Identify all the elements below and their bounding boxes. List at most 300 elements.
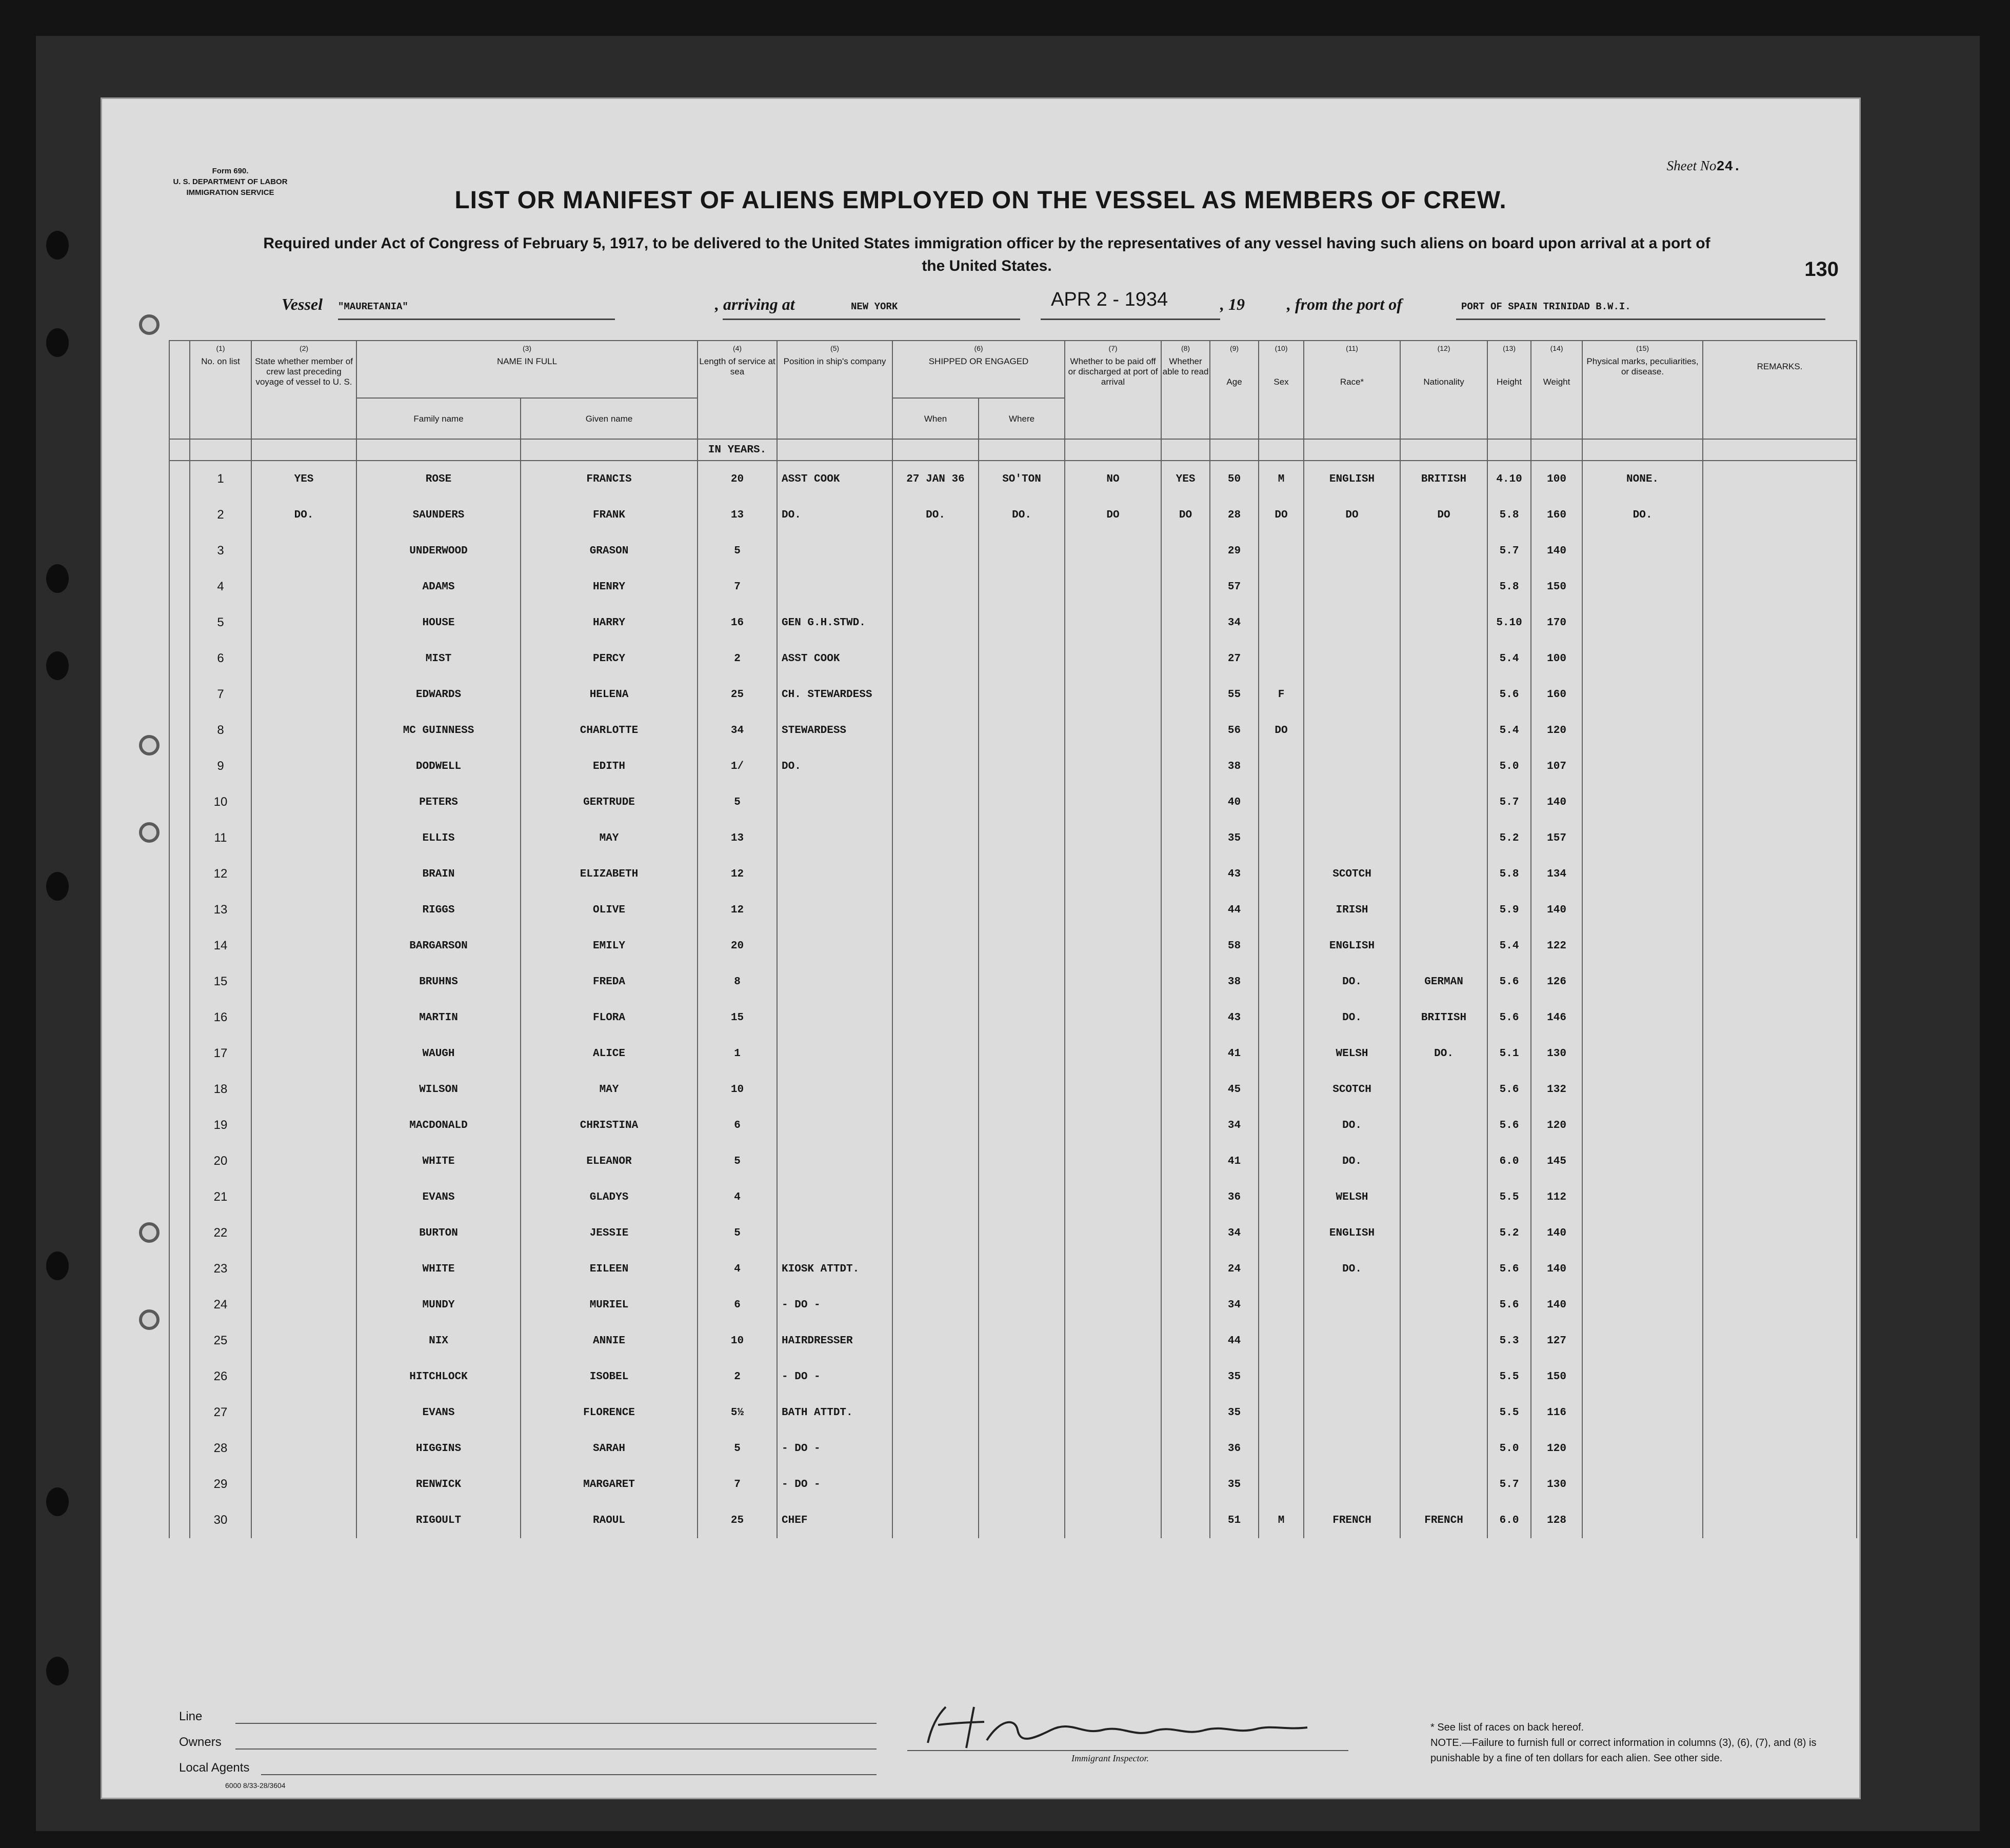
- shipped-when-cell: [892, 1251, 979, 1287]
- family-name-cell: WHITE: [356, 1251, 521, 1287]
- remarks-cell: [1703, 569, 1857, 605]
- weight-cell: 120: [1531, 1107, 1582, 1143]
- family-name-cell: BURTON: [356, 1215, 521, 1251]
- from-label: , from the port of: [1287, 295, 1402, 313]
- shipped-where-cell: [979, 1143, 1065, 1179]
- crew-row: [169, 641, 1857, 677]
- year-label: , 19: [1220, 295, 1245, 313]
- remarks-cell: [1703, 928, 1857, 964]
- weight-cell: 140: [1531, 1215, 1582, 1251]
- race-cell: [1304, 641, 1400, 677]
- physical-marks-cell: [1582, 1323, 1703, 1359]
- department: U. S. DEPARTMENT OF LABOR: [173, 177, 288, 186]
- column-header-weight: [1531, 341, 1582, 439]
- paid-off-cell: [1065, 1323, 1161, 1359]
- remarks-cell: [1703, 1466, 1857, 1502]
- paid-off-cell: [1065, 641, 1161, 677]
- age-cell: 35: [1210, 820, 1259, 856]
- shipped-when-cell: [892, 964, 979, 1000]
- family-name-cell: PETERS: [356, 784, 521, 820]
- race-cell: [1304, 533, 1400, 569]
- race-cell: [1304, 569, 1400, 605]
- given-name-cell: RAOUL: [521, 1502, 698, 1538]
- margin-cell: [169, 1502, 190, 1538]
- service-length-cell: 34: [698, 712, 777, 748]
- age-cell: 38: [1210, 748, 1259, 784]
- nationality-cell: DO.: [1400, 1036, 1487, 1071]
- vessel-line: [282, 289, 1820, 321]
- paid-off-cell: [1065, 1179, 1161, 1215]
- age-cell: 51: [1210, 1502, 1259, 1538]
- race-cell: [1304, 1466, 1400, 1502]
- service-length-cell: 5: [698, 533, 777, 569]
- age-cell: 35: [1210, 1359, 1259, 1395]
- margin-cell: [169, 1251, 190, 1287]
- height-cell: 5.7: [1487, 1466, 1531, 1502]
- grommet: [139, 314, 160, 335]
- binder-hole: [46, 1657, 69, 1685]
- able-to-read-cell: [1161, 1071, 1210, 1107]
- physical-marks-cell: [1582, 892, 1703, 928]
- shipped-when-cell: [892, 1179, 979, 1215]
- height-cell: 5.4: [1487, 712, 1531, 748]
- position-cell: STEWARDESS: [777, 712, 892, 748]
- able-to-read-cell: [1161, 892, 1210, 928]
- able-to-read-cell: [1161, 784, 1210, 820]
- service-length-cell: 12: [698, 892, 777, 928]
- sex-cell: [1259, 964, 1304, 1000]
- remarks-cell: [1703, 461, 1857, 497]
- row-number-cell: 26: [190, 1359, 251, 1395]
- shipped-when-cell: [892, 1107, 979, 1143]
- column-index: (11): [1346, 344, 1358, 352]
- row-number-cell: 9: [190, 748, 251, 784]
- sex-cell: M: [1259, 461, 1304, 497]
- family-name-cell: WAUGH: [356, 1036, 521, 1071]
- previous-voyage-cell: [251, 1502, 356, 1538]
- height-cell: 5.6: [1487, 1071, 1531, 1107]
- column-label: REMARKS.: [1757, 362, 1803, 371]
- able-to-read-cell: [1161, 820, 1210, 856]
- previous-voyage-cell: [251, 1430, 356, 1466]
- age-cell: 34: [1210, 1287, 1259, 1323]
- shipped-where-cell: [979, 1107, 1065, 1143]
- given-name-cell: FLORA: [521, 1000, 698, 1036]
- page-title: LIST OR MANIFEST OF ALIENS EMPLOYED ON THE VESSEL AS MEMBERS OF CREW.: [454, 187, 1507, 214]
- row-number-cell: 1: [190, 461, 251, 497]
- physical-marks-cell: [1582, 1143, 1703, 1179]
- given-name-cell: GLADYS: [521, 1179, 698, 1215]
- shipped-when-cell: [892, 1071, 979, 1107]
- remarks-cell: [1703, 964, 1857, 1000]
- able-to-read-cell: [1161, 1000, 1210, 1036]
- crew-row: [169, 1000, 1857, 1036]
- able-to-read-cell: [1161, 964, 1210, 1000]
- shipped-when-cell: [892, 748, 979, 784]
- margin-cell: [169, 1036, 190, 1071]
- column-index: (14): [1550, 344, 1563, 352]
- height-cell: 5.8: [1487, 856, 1531, 892]
- able-to-read-cell: [1161, 677, 1210, 712]
- shipped-when-cell: [892, 677, 979, 712]
- row-number-cell: 29: [190, 1466, 251, 1502]
- crew-row: [169, 1323, 1857, 1359]
- able-to-read-cell: [1161, 1359, 1210, 1395]
- given-name-cell: ANNIE: [521, 1323, 698, 1359]
- departure-port: PORT OF SPAIN TRINIDAD B.W.I.: [1461, 301, 1631, 312]
- physical-marks-cell: [1582, 641, 1703, 677]
- able-to-read-cell: [1161, 748, 1210, 784]
- given-name-cell: ELIZABETH: [521, 856, 698, 892]
- row-number-cell: 11: [190, 820, 251, 856]
- family-name-cell: HOUSE: [356, 605, 521, 641]
- column-label: NAME IN FULL: [496, 356, 558, 366]
- sex-cell: [1259, 1251, 1304, 1287]
- height-cell: 6.0: [1487, 1143, 1531, 1179]
- given-name-cell: EMILY: [521, 928, 698, 964]
- remarks-cell: [1703, 1000, 1857, 1036]
- race-cell: FRENCH: [1304, 1502, 1400, 1538]
- given-name-cell: MURIEL: [521, 1287, 698, 1323]
- row-number-cell: 30: [190, 1502, 251, 1538]
- paid-off-cell: [1065, 820, 1161, 856]
- previous-voyage-cell: [251, 1395, 356, 1430]
- able-to-read-cell: [1161, 1502, 1210, 1538]
- position-cell: [777, 820, 892, 856]
- shipped-where-cell: [979, 1251, 1065, 1287]
- sex-cell: [1259, 928, 1304, 964]
- age-cell: 57: [1210, 569, 1259, 605]
- physical-marks-cell: [1582, 605, 1703, 641]
- row-number-cell: 24: [190, 1287, 251, 1323]
- paid-off-cell: [1065, 605, 1161, 641]
- paid-off-cell: [1065, 892, 1161, 928]
- service-length-cell: 5: [698, 1215, 777, 1251]
- able-to-read-cell: [1161, 533, 1210, 569]
- previous-voyage-cell: [251, 712, 356, 748]
- margin-cell: [169, 1359, 190, 1395]
- shipped-where-cell: [979, 677, 1065, 712]
- margin-cell: [169, 1107, 190, 1143]
- position-cell: DO.: [777, 748, 892, 784]
- sex-cell: [1259, 605, 1304, 641]
- column-index: (2): [299, 344, 309, 352]
- crew-row: [169, 856, 1857, 892]
- family-name-cell: WILSON: [356, 1071, 521, 1107]
- paid-off-cell: [1065, 1000, 1161, 1036]
- given-name-cell: ALICE: [521, 1036, 698, 1071]
- age-cell: 41: [1210, 1036, 1259, 1071]
- shipped-where-cell: [979, 1036, 1065, 1071]
- paid-off-cell: [1065, 1287, 1161, 1323]
- from-port-rule: [1456, 319, 1825, 320]
- age-cell: 34: [1210, 1215, 1259, 1251]
- weight-cell: 130: [1531, 1036, 1582, 1071]
- binder-hole: [46, 328, 69, 357]
- service-length-cell: 10: [698, 1071, 777, 1107]
- remarks-cell: [1703, 856, 1857, 892]
- margin-cell: [169, 928, 190, 964]
- given-name-cell: HENRY: [521, 569, 698, 605]
- family-name-cell: MIST: [356, 641, 521, 677]
- paid-off-cell: [1065, 964, 1161, 1000]
- age-cell: 27: [1210, 641, 1259, 677]
- race-cell: [1304, 1395, 1400, 1430]
- remarks-cell: [1703, 1071, 1857, 1107]
- weight-cell: 132: [1531, 1071, 1582, 1107]
- crew-row: [169, 569, 1857, 605]
- shipped-when-cell: [892, 1359, 979, 1395]
- remarks-cell: [1703, 677, 1857, 712]
- remarks-cell: [1703, 1107, 1857, 1143]
- height-cell: 5.6: [1487, 1251, 1531, 1287]
- weight-cell: 116: [1531, 1395, 1582, 1430]
- able-to-read-cell: [1161, 1036, 1210, 1071]
- nationality-cell: [1400, 748, 1487, 784]
- shipped-where-cell: [979, 1071, 1065, 1107]
- physical-marks-cell: [1582, 1000, 1703, 1036]
- remarks-cell: [1703, 1430, 1857, 1466]
- sex-cell: DO: [1259, 712, 1304, 748]
- previous-voyage-cell: [251, 1000, 356, 1036]
- given-name-cell: GRASON: [521, 533, 698, 569]
- previous-voyage-cell: YES: [251, 461, 356, 497]
- family-name-cell: BRUHNS: [356, 964, 521, 1000]
- column-label: Length of service at sea: [699, 356, 775, 376]
- column-label: Race*: [1340, 377, 1364, 387]
- paid-off-cell: [1065, 1215, 1161, 1251]
- able-to-read-cell: [1161, 1107, 1210, 1143]
- row-number-cell: 28: [190, 1430, 251, 1466]
- shipped-where-cell: [979, 1502, 1065, 1538]
- able-to-read-cell: [1161, 1215, 1210, 1251]
- race-cell: [1304, 820, 1400, 856]
- sex-cell: [1259, 1000, 1304, 1036]
- physical-marks-cell: [1582, 928, 1703, 964]
- margin-cell: [169, 1395, 190, 1430]
- position-cell: CH. STEWARDESS: [777, 677, 892, 712]
- position-cell: CHEF: [777, 1502, 892, 1538]
- shipped-when-cell: [892, 1395, 979, 1430]
- crew-manifest-table: [169, 340, 1857, 1538]
- race-cell: DO.: [1304, 1251, 1400, 1287]
- grommet: [139, 822, 160, 843]
- race-cell: [1304, 748, 1400, 784]
- previous-voyage-cell: [251, 964, 356, 1000]
- shipped-when-cell: DO.: [892, 497, 979, 533]
- family-name-cell: NIX: [356, 1323, 521, 1359]
- column-index: (15): [1636, 344, 1649, 352]
- family-name-cell: EVANS: [356, 1179, 521, 1215]
- weight-cell: 127: [1531, 1323, 1582, 1359]
- position-cell: [777, 892, 892, 928]
- age-cell: 56: [1210, 712, 1259, 748]
- binder-hole: [46, 651, 69, 680]
- nationality-cell: DO: [1400, 497, 1487, 533]
- binder-hole: [46, 1251, 69, 1280]
- race-cell: DO.: [1304, 1000, 1400, 1036]
- shipped-when-cell: [892, 1502, 979, 1538]
- crew-row: [169, 1036, 1857, 1071]
- sex-cell: [1259, 1143, 1304, 1179]
- row-number-cell: 25: [190, 1323, 251, 1359]
- margin-cell: [169, 712, 190, 748]
- family-name-cell: RENWICK: [356, 1466, 521, 1502]
- nationality-cell: [1400, 1143, 1487, 1179]
- race-cell: [1304, 784, 1400, 820]
- race-cell: [1304, 677, 1400, 712]
- position-cell: - DO -: [777, 1466, 892, 1502]
- age-cell: 41: [1210, 1143, 1259, 1179]
- height-cell: 5.6: [1487, 677, 1531, 712]
- race-cell: [1304, 1287, 1400, 1323]
- column-index: (12): [1437, 344, 1450, 352]
- margin-cell: [169, 1000, 190, 1036]
- able-to-read-cell: [1161, 1251, 1210, 1287]
- footer: [158, 1710, 1817, 1797]
- remarks-cell: [1703, 1179, 1857, 1215]
- race-cell: DO.: [1304, 1143, 1400, 1179]
- remarks-cell: [1703, 784, 1857, 820]
- column-header-paid-off: [1065, 341, 1161, 439]
- sex-cell: [1259, 1215, 1304, 1251]
- family-name-cell: RIGOULT: [356, 1502, 521, 1538]
- physical-marks-cell: [1582, 1287, 1703, 1323]
- shipped-when-cell: [892, 1000, 979, 1036]
- able-to-read-cell: [1161, 1323, 1210, 1359]
- column-label: State whether member of crew last preceding voyage of vessel to U. S.: [255, 356, 353, 387]
- crew-row: [169, 1430, 1857, 1466]
- row-number-cell: 20: [190, 1143, 251, 1179]
- position-cell: [777, 1179, 892, 1215]
- previous-voyage-cell: [251, 1251, 356, 1287]
- row-number-cell: 10: [190, 784, 251, 820]
- race-cell: [1304, 1430, 1400, 1466]
- margin-cell: [169, 533, 190, 569]
- physical-marks-cell: [1582, 569, 1703, 605]
- nationality-cell: [1400, 1287, 1487, 1323]
- previous-voyage-cell: [251, 1323, 356, 1359]
- shipped-where-cell: [979, 748, 1065, 784]
- service-length-cell: 5: [698, 1143, 777, 1179]
- sex-cell: [1259, 1179, 1304, 1215]
- race-cell: DO.: [1304, 1107, 1400, 1143]
- remarks-cell: [1703, 1036, 1857, 1071]
- binder-hole: [46, 1487, 69, 1516]
- form-number: Form 690.: [212, 167, 249, 175]
- paid-off-cell: [1065, 1466, 1161, 1502]
- shipped-when-cell: [892, 605, 979, 641]
- family-name-cell: EVANS: [356, 1395, 521, 1430]
- age-cell: 29: [1210, 533, 1259, 569]
- sex-cell: M: [1259, 1502, 1304, 1538]
- physical-marks-cell: [1582, 1215, 1703, 1251]
- margin-cell: [169, 569, 190, 605]
- shipped-where-cell: [979, 1466, 1065, 1502]
- age-cell: 34: [1210, 1107, 1259, 1143]
- height-cell: 5.4: [1487, 928, 1531, 964]
- service-length-cell: 2: [698, 1359, 777, 1395]
- column-header-shipped: [892, 341, 1065, 439]
- nationality-cell: BRITISH: [1400, 1000, 1487, 1036]
- service-length-cell: 1: [698, 1036, 777, 1071]
- remarks-cell: [1703, 1395, 1857, 1430]
- position-cell: - DO -: [777, 1430, 892, 1466]
- sex-cell: [1259, 1036, 1304, 1071]
- given-name-cell: PERCY: [521, 641, 698, 677]
- crew-row: [169, 1466, 1857, 1502]
- previous-voyage-cell: [251, 1179, 356, 1215]
- column-header-age: [1210, 341, 1259, 439]
- remarks-cell: [1703, 641, 1857, 677]
- weight-cell: 120: [1531, 1430, 1582, 1466]
- margin-cell: [169, 461, 190, 497]
- service-length-cell: 7: [698, 569, 777, 605]
- family-name-cell: ROSE: [356, 461, 521, 497]
- position-cell: [777, 856, 892, 892]
- race-cell: SCOTCH: [1304, 856, 1400, 892]
- physical-marks-cell: [1582, 1179, 1703, 1215]
- service-length-cell: 6: [698, 1287, 777, 1323]
- row-number-cell: 19: [190, 1107, 251, 1143]
- nationality-cell: [1400, 1359, 1487, 1395]
- service-length-cell: 25: [698, 1502, 777, 1538]
- row-number-cell: 5: [190, 605, 251, 641]
- age-cell: 50: [1210, 461, 1259, 497]
- height-cell: 5.3: [1487, 1323, 1531, 1359]
- remarks-cell: [1703, 712, 1857, 748]
- crew-row: [169, 1287, 1857, 1323]
- where-header: Where: [1009, 414, 1035, 424]
- paid-off-cell: [1065, 569, 1161, 605]
- family-name-cell: RIGGS: [356, 892, 521, 928]
- column-label: SHIPPED OR ENGAGED: [928, 356, 1029, 366]
- column-label: Physical marks, peculiarities, or disease.: [1586, 356, 1699, 376]
- position-cell: [777, 1000, 892, 1036]
- physical-marks-cell: [1582, 1502, 1703, 1538]
- position-cell: [777, 1071, 892, 1107]
- weight-cell: 128: [1531, 1502, 1582, 1538]
- crew-row: [169, 1179, 1857, 1215]
- sex-cell: [1259, 1107, 1304, 1143]
- shipped-where-cell: [979, 928, 1065, 964]
- shipped-where-cell: [979, 1215, 1065, 1251]
- column-label: Height: [1496, 377, 1522, 387]
- physical-marks-cell: [1582, 1430, 1703, 1466]
- given-name-cell: FRANCIS: [521, 461, 698, 497]
- margin-cell: [169, 497, 190, 533]
- race-cell: SCOTCH: [1304, 1071, 1400, 1107]
- age-cell: 24: [1210, 1251, 1259, 1287]
- physical-marks-cell: [1582, 784, 1703, 820]
- crew-row: [169, 1071, 1857, 1107]
- sex-cell: [1259, 569, 1304, 605]
- races-note: * See list of races on back hereof.: [1430, 1722, 1584, 1733]
- inspector-label: Immigrant Inspector.: [1071, 1753, 1149, 1763]
- row-number-cell: 27: [190, 1395, 251, 1430]
- binder-hole: [46, 564, 69, 593]
- physical-marks-cell: [1582, 1071, 1703, 1107]
- penalty-note: NOTE.—Failure to furnish full or correct information in columns (3), (6), (7), and (8) is punishable by a fine of ten dollars for each alien. See other side.: [1430, 1737, 1817, 1764]
- years-note: IN YEARS.: [698, 439, 777, 461]
- physical-marks-cell: [1582, 748, 1703, 784]
- physical-marks-cell: [1582, 1107, 1703, 1143]
- given-name-cell: GERTRUDE: [521, 784, 698, 820]
- column-header-name: [356, 341, 698, 439]
- previous-voyage-cell: [251, 533, 356, 569]
- margin-cell: [169, 748, 190, 784]
- age-cell: 34: [1210, 605, 1259, 641]
